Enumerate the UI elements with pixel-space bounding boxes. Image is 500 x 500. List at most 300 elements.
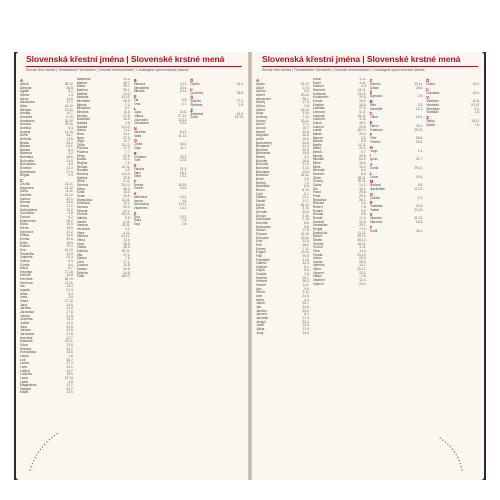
name-day-date: 25.11. [64,339,74,344]
name-day-date: 3.2. [304,155,310,160]
first-name: Zdenko [369,82,381,86]
first-name: Ernest [256,246,266,251]
name-day-date: 27.3. [66,361,74,366]
first-name: Dionýz [256,213,267,218]
first-name: Ružena [76,172,89,177]
name-day-date: 18.3. [415,115,424,120]
name-day-date: 31.3. [302,144,310,149]
name-day-date: 5.6. [304,286,310,291]
first-name: Monika [76,113,88,118]
first-name: Marek [312,131,322,136]
letter-heading: V [133,191,137,197]
first-name: Jerguš [256,319,266,324]
name-day-date: 29.8. [123,175,131,180]
name-day-date: 16.12. [64,103,74,108]
first-name: Slavomír [369,220,383,225]
name-day-date: 30.6. [66,236,74,241]
name-day-date: 25.8. [359,124,367,129]
letter-heading: C [369,111,373,117]
name-day-date: 1.8. [361,274,367,279]
first-name: Gizela [20,262,30,267]
first-name: Dorota [20,214,30,219]
name-day-date: 6.4. [68,147,74,152]
name-day-date: 15.3. [472,90,480,95]
first-name: Šarlota [190,99,201,104]
name-day-date: 23.12. [121,234,131,239]
first-name: Timea [133,186,143,191]
letter-heading: L [369,170,373,176]
name-day-date: 16.7. [66,357,74,362]
name-day-date: 27.8. [66,310,74,315]
first-name: Róbert [312,204,323,209]
first-name: Radka [76,157,87,162]
name-column [190,78,244,464]
first-name: Beáta [20,140,29,145]
first-name: Rozália [76,168,88,173]
first-name: Bohumír [256,166,269,171]
name-day-date: 11.7. [123,139,131,144]
first-name: Gejza [256,268,265,273]
first-name: Renáta [76,164,88,169]
name-column [370,78,424,464]
name-day-date: 8.5. [304,184,310,189]
name-day-date: 23.4. [359,281,367,286]
name-day-date: 13.10. [357,91,367,96]
first-name: Ľuboslav [426,90,440,95]
name-day-date: 16.9. [66,372,74,377]
name-day-date: 23.4. [302,319,310,324]
name-day-date: 13.8. [66,96,74,101]
first-name: Anton [256,122,265,127]
first-name: Jaroslava [20,331,35,336]
first-name: Alica [20,103,28,108]
name-day-date: 3.3. [417,102,424,107]
name-day-date: 13.12. [64,185,74,190]
name-day-date: 27.10. [178,113,188,118]
name-day-date: 18.4. [123,190,131,195]
first-name: Augustín [256,133,270,138]
first-name: Matej [312,146,321,151]
name-day-date: 24.9. [236,111,244,116]
first-name: Igor [256,286,262,291]
first-name: Liliana [133,113,144,118]
name-day-date: 4.10. [302,257,310,262]
name-day-date: 13.4. [66,284,74,289]
name-day-date: 18.10. [357,128,367,133]
first-name: Valentína [133,195,148,200]
name-day-date: 14.3. [123,91,131,96]
first-name: Lívia [20,364,27,369]
name-day-date: 9.5. [361,208,367,213]
first-name: Cyril [256,191,263,196]
first-name: Simona [76,183,88,188]
name-day-date: 4.6. [181,198,188,203]
first-name: Ladislav [312,106,325,111]
name-day-date: 9.5. [125,215,131,220]
first-name: Imrich [256,290,265,295]
name-day-date: 7.6. [361,204,367,209]
first-name: Andrea [20,122,31,127]
first-name: Lívius [369,174,379,179]
first-name: Kornel [312,98,323,103]
first-name: Marián [312,139,323,144]
letter-heading: C [20,178,24,184]
name-day-date: 18.1. [179,170,188,175]
first-name: Ďurďa [190,82,200,86]
first-name: Jaroslav [256,316,269,320]
first-name: Blažej [256,155,265,160]
name-day-date: 5.7. [361,150,367,155]
first-name: Teodor [312,245,323,250]
first-name: Herbert [256,279,267,284]
first-name: Edmund [256,235,269,240]
name-day-date: 16.5. [123,194,131,198]
name-day-date: 22.1. [123,157,131,162]
name-day-date: 2.12. [179,89,188,94]
name-day-date: 1.3. [68,92,74,97]
first-name: Ela [133,97,139,102]
first-name: Sofia [76,190,85,195]
name-day-date: 24.2. [66,306,74,311]
letter-heading: Ľ [190,86,193,92]
letter-heading: Z [369,78,373,83]
letter-heading: T [133,178,137,184]
first-name: Vlasta [76,245,86,250]
first-name: Brigita [20,173,30,178]
name-day-date: 11.10. [64,129,74,134]
name-day-date: 14.5. [66,321,74,325]
first-name: Zoltán [369,85,379,90]
letter-heading: R [133,150,137,156]
name-day-date: 21.12. [357,252,367,257]
name-day-date: 4.9. [125,168,131,173]
name-day-date: 22.5. [302,239,310,244]
first-name: Blanka [20,147,31,152]
first-name: Denis [256,206,265,211]
first-name: Zlatko [426,122,436,127]
name-day-date: 21.1. [66,144,74,149]
first-name: Božena [20,166,32,171]
letter-heading: B [369,98,373,104]
name-day-date: 2.5. [417,94,424,99]
first-name: Ruth [133,158,141,163]
first-name: Daniela [20,193,32,198]
name-day-date: 7.10. [359,226,367,231]
first-name: Daniel [256,199,266,203]
name-day-date: 4.4. [304,297,310,302]
name-day-date: 13.12. [64,375,74,380]
first-name: Žigmund [369,94,383,99]
name-day-date: 23.5. [302,209,310,214]
name-day-date: 24.1. [302,195,310,200]
first-name: Iveta [20,295,28,300]
name-day-date: 2.5. [181,222,188,227]
first-name: Olívia [133,142,142,147]
name-day-date: 12.1. [415,106,424,111]
first-name: Tibor [312,248,321,253]
name-day-date: 9.10. [302,213,310,218]
name-day-date: 13.2. [179,214,188,219]
first-name: Emanuel [369,127,383,132]
letter-heading: S [369,212,373,218]
first-name: Blahoslav [256,151,271,156]
first-name: Viktor [312,267,322,272]
name-day-date: 21.2. [66,229,74,234]
name-day-date: 5.10. [66,114,74,119]
first-name: Kristián [312,102,324,107]
first-name: Ctibor [369,115,379,120]
name-day-date: 21.9. [302,162,310,167]
first-name: Konštantín [312,95,329,100]
name-day-date: 13.11. [121,197,131,202]
name-day-date: 5.4. [68,291,74,296]
letter-heading: F [369,132,373,138]
name-day-date: 5.11. [302,290,310,295]
name-day-date: 16.3. [302,279,310,284]
name-day-date: 24.6. [66,302,74,307]
first-name: Zita [76,252,83,257]
first-name: Hubert [256,283,266,288]
first-name: Ľudovíta [190,90,203,95]
name-day-date: 14.2. [359,263,367,268]
name-day-date: 30.11. [300,118,310,123]
name-column [20,78,74,464]
first-name: Miriama [76,109,89,114]
name-day-date: 24.2. [359,146,367,151]
letter-heading: Ď [190,78,194,83]
first-name: Tereza [133,182,144,187]
name-day-date: 3.4. [361,201,367,206]
name-day-date: 10.2. [123,201,131,206]
name-day-date: 12.8. [66,342,74,347]
first-name: Jana [20,302,28,307]
letter-heading: Ž [190,107,193,113]
first-name: Bohuslav [256,169,270,174]
first-name: Milan [312,161,321,166]
first-name: Henrieta [20,277,33,282]
first-name: Miloslava [76,106,91,111]
first-name: Štefánia [190,102,203,107]
first-name: Roman [312,212,324,217]
first-name: Agáta [20,89,29,94]
first-name: Nella [133,133,142,138]
first-name: Ivan [256,294,263,299]
first-name: Dobroslav [256,217,271,222]
name-day-date: 20.11. [121,248,131,253]
first-name: Viera [76,230,85,235]
name-day-date: 21.6. [179,110,188,115]
first-name: Maximilián [369,186,386,191]
first-name: Rastislav [369,204,383,209]
name-day-entry [77,275,131,279]
name-day-date: 12.3. [359,278,367,283]
left-page-title: Slovenská křestní jména | Slovenské krstné mená [26,54,225,64]
first-name: Sandra [133,166,145,171]
name-day-date: 23.11. [121,223,131,228]
first-name: Nora [76,135,84,140]
name-day-date: 12.1. [123,208,131,213]
name-day-date: 1.5. [474,110,480,115]
name-day-date: 28.6. [415,85,424,90]
right-page-subtitle: Slovak first names | Slowakische Vornamen | Szlovák keresztnevek | Словацкие крестильные имена [262,66,478,72]
name-day-date: 30.11. [357,179,367,184]
name-day-date: 17.4. [359,215,367,220]
name-day-date: 7.7. [125,150,131,155]
name-day-date: 12.6. [123,237,131,242]
name-day-entry [190,116,244,120]
name-day-date: 28.1. [359,197,367,202]
name-day-date: 28.9. [123,98,131,103]
first-name: Vojtech [312,281,324,286]
first-name: Otília [76,142,85,147]
first-name: Alexej [256,100,265,105]
name-day-date: 9.8. [361,212,367,217]
name-day-date: 17.5. [302,228,310,233]
first-name: Svetlana [76,201,90,206]
name-day-date: 2.6. [361,135,367,140]
name-day-date: 18.2. [179,142,188,147]
name-day-date: 24.4. [302,330,310,335]
first-name: Hana [20,266,28,271]
first-name: Denisa [20,200,31,205]
first-name: Jaroslava [20,310,35,315]
first-name: Svätopluk [312,230,328,235]
name-day-date: 14.4. [179,186,188,191]
first-name: Vesna [133,198,143,203]
name-day-date: 15.6. [66,350,74,355]
first-name: Eleonóra [20,229,34,234]
first-name: Vilma [76,237,85,242]
name-day-date: 7.6. [125,256,131,261]
first-name: Ľubomír [312,117,325,122]
name-day-date: 2.10. [302,217,310,222]
first-name: Dezider [256,209,268,214]
first-name: Vladimíra [133,206,148,211]
name-day-date: 28.9. [359,259,367,264]
first-name: Bohdan [256,158,268,163]
first-name: Edita [20,222,28,227]
name-day-date: 8.12. [179,129,188,134]
name-day-date: 25.4. [359,131,367,136]
first-name: Izidor [256,297,265,302]
first-name: Adolf [256,85,264,90]
first-name: Andrej [256,118,266,123]
first-name: Elena [20,225,29,230]
book-gutter [248,52,252,480]
name-day-date: 26.7. [66,133,74,138]
first-name: Kazimír [312,84,324,89]
first-name: Samuel [312,219,324,224]
name-day-date: 21.4. [179,166,188,171]
name-day-date: 6.10. [302,188,310,193]
name-day-date: 25.5. [359,256,367,261]
first-name: Lea [20,357,26,362]
name-day-date: 17.6. [302,85,310,90]
letter-heading: T [369,224,373,230]
name-day-date: 15.10. [121,212,131,217]
name-day-date: 14.8. [123,270,131,275]
first-name: Peter [312,194,321,198]
name-column [134,78,188,464]
first-name: Kamil [312,78,321,81]
first-name: Veronika [76,226,90,231]
name-day-date: 28.3. [123,186,131,191]
first-name: Barbora [133,82,146,86]
first-name: Helena [20,273,31,278]
letter-heading: Z [133,210,137,216]
first-name: Tatiana [76,208,88,213]
name-day-date: 4.3. [361,84,367,89]
name-day-date: 27.3. [123,135,131,140]
name-day-date: 25.3. [415,123,424,128]
name-day-date: 7.12. [302,114,310,119]
name-day-date: 26.12. [357,237,367,242]
name-day-date: 2.8. [304,103,310,108]
name-day-date: 11.11. [357,142,367,147]
first-name: Sára [133,170,141,175]
first-name: Valentín [312,263,325,268]
name-column [426,78,480,464]
name-day-date: 10.4. [179,158,188,163]
first-name: Sergej [312,226,323,231]
name-day-date: 29.4. [415,174,424,179]
name-day-date: 18.5. [66,240,74,245]
first-name: Marcel [312,135,323,140]
first-name: Dušan [256,228,266,233]
first-name: Tamara [76,204,88,209]
name-day-date: 13.12. [121,142,131,147]
name-day-date: 7.9. [125,161,131,166]
first-name: František [256,257,270,262]
name-day-date: 14.6. [66,233,74,238]
name-day-date: 2.3. [417,195,424,200]
name-day-date: 13.12. [64,193,74,198]
name-day-date: 25.6. [415,139,424,144]
name-day-date: 15.10. [64,118,74,123]
first-name: Želmíra [76,270,88,275]
name-day-date: 3.2. [68,151,74,156]
name-day-date: 27.4. [66,169,74,174]
name-day-date: 15.7. [302,275,310,280]
name-day-date: 5.8. [304,224,310,229]
first-name: Stela [133,174,142,179]
name-day-date: 9.2. [474,106,480,111]
name-day-date: 27.12. [64,299,74,304]
first-name: Aurel [256,136,264,141]
name-day-date: 23.4. [302,169,310,174]
letter-heading: Ď [426,78,430,83]
first-name: Jozefína [20,317,33,322]
name-day-date: 4.12. [179,82,188,86]
first-name: Magdaléna [20,383,37,388]
first-name: Bohuslava [20,162,36,167]
name-day-date: 18.6. [359,161,367,166]
first-name: Drahomíra [20,218,36,223]
first-name: Branislava [20,169,36,174]
name-day-date: 8.9. [361,139,367,144]
letter-heading: A [20,78,24,83]
name-day-date: 6.6. [361,172,367,177]
first-name: Zlata [133,218,141,223]
first-name: Martin [312,142,322,147]
name-day-date: 3.4. [68,162,74,167]
name-day-date: 21.9. [66,158,74,163]
first-name: Ľuboš [312,120,322,125]
first-name: Gabriela [20,255,33,260]
first-name: Emil [256,239,263,244]
first-name: Záboj [426,118,435,123]
first-name: Teofil [369,228,378,233]
